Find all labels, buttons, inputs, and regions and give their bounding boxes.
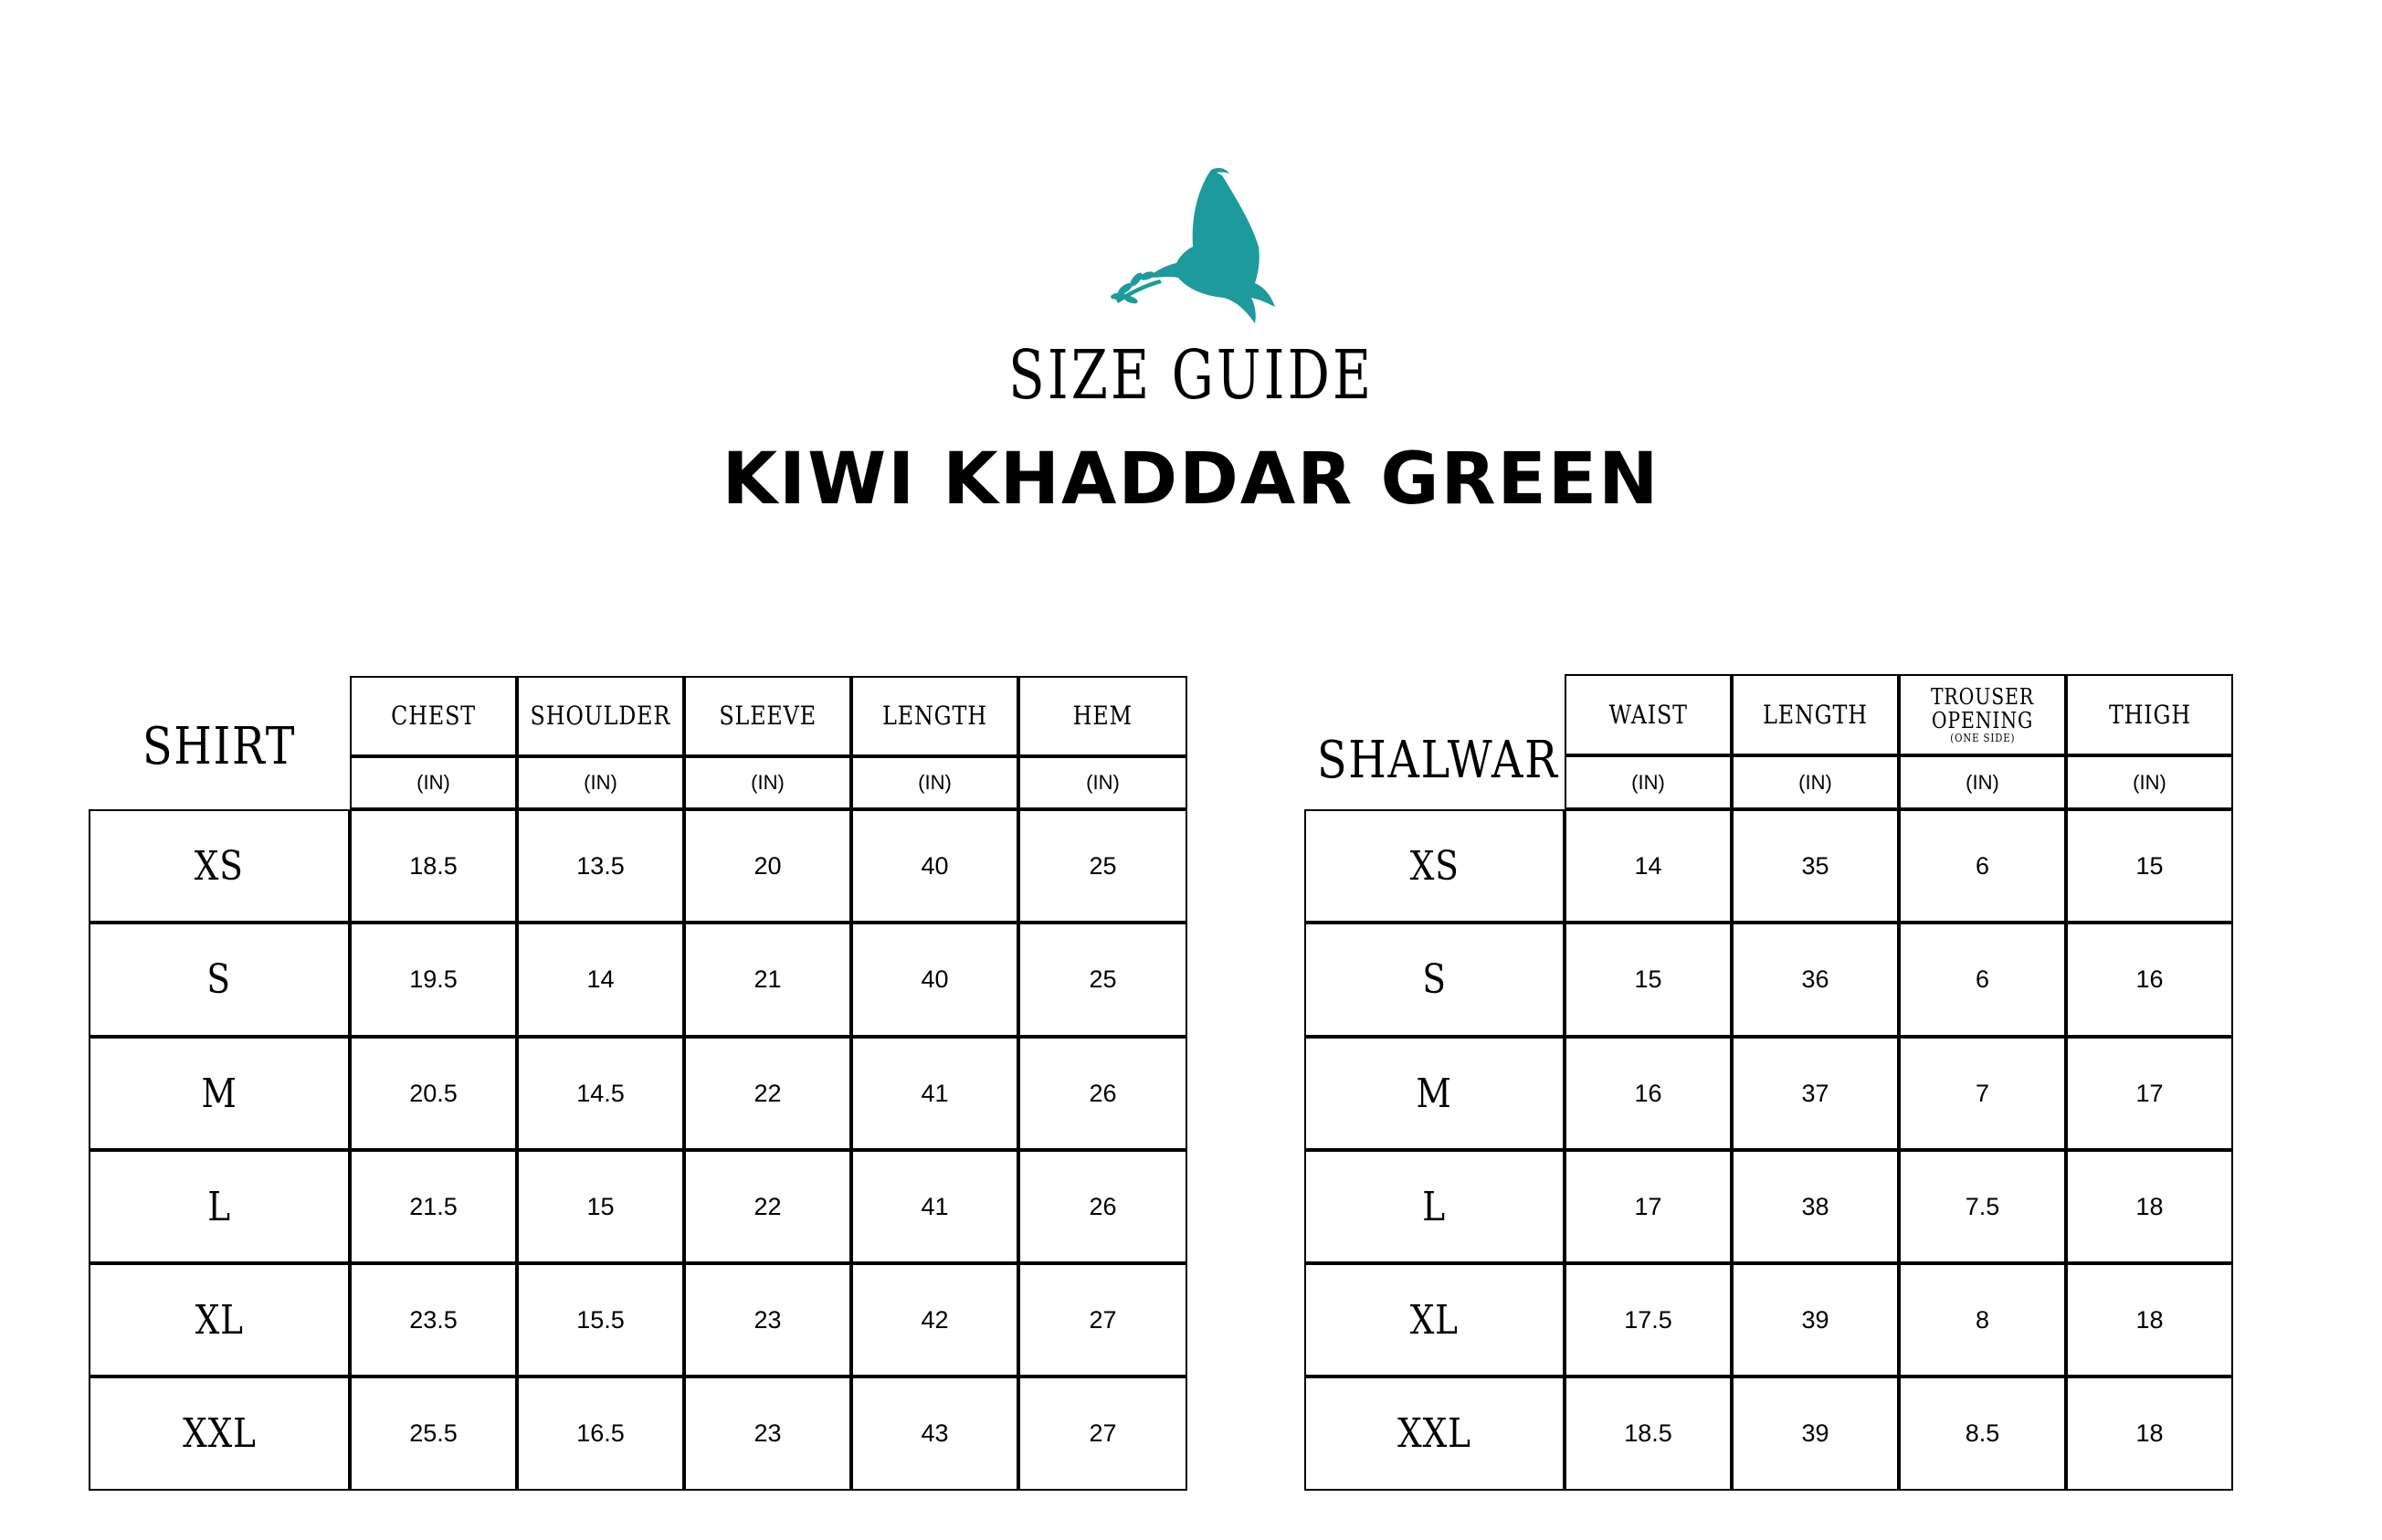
shirt-col-header-chest-text: CHEST [391,701,476,731]
shirt-size-xs [89,809,350,923]
shirt-size-m [89,1037,350,1150]
shirt-cell-text: 23 [754,1419,782,1447]
product-title: KIWI KHADDAR GREEN [722,438,1660,521]
shirt-col-header-length-text: LENGTH [882,701,987,731]
shalwar-cell [1732,1377,1899,1491]
shirt-cell-text: 18.5 [409,851,458,880]
shalwar-cell [1565,1037,1732,1150]
shalwar-col-unit-text: (IN) [1631,770,1665,794]
shalwar-cell [2066,1037,2233,1150]
shirt-cell [684,1377,851,1491]
shalwar-col-header-length-text: LENGTH [1763,699,1868,730]
shirt-cell [517,1377,684,1491]
shalwar-size-l-text: L [1422,1183,1447,1230]
shirt-cell [1018,1037,1187,1150]
shirt-cell [517,1263,684,1377]
shalwar-cell-text: 17 [2135,1079,2164,1107]
shirt-size-xxl [89,1377,350,1491]
shirt-cell [350,1263,517,1377]
shalwar-size-l [1304,1150,1565,1263]
shalwar-size-xs [1304,809,1565,923]
shalwar-cell [2066,1150,2233,1263]
shalwar-cell-text: 18 [2135,1419,2164,1447]
shirt-cell-text: 43 [921,1419,949,1447]
shalwar-cell [2066,1377,2233,1491]
shirt-col-header-shoulder-text: SHOULDER [530,701,671,731]
shirt-cell-text: 15 [586,1192,615,1220]
shirt-col-header-sleeve [684,676,851,756]
shalwar-cell [1565,809,1732,923]
shirt-col-header-sleeve-text: SLEEVE [719,701,817,731]
shirt-size-s-text: S [206,956,232,1003]
shalwar-cell [2066,809,2233,923]
shalwar-cell [1732,1150,1899,1263]
shalwar-cell [1899,809,2066,923]
shalwar-cell-text: 38 [1801,1192,1829,1220]
shirt-cell-text: 23.5 [409,1305,458,1334]
shirt-col-header-shoulder [517,676,684,756]
shirt-col-unit [851,756,1018,809]
shalwar-col-unit-text: (IN) [2133,770,2166,794]
shalwar-cell [1899,1377,2066,1491]
shirt-col-unit-text: (IN) [918,771,952,794]
shalwar-cell [1732,1263,1899,1377]
shirt-cell [517,809,684,923]
shirt-cell-text: 23 [754,1305,782,1334]
shalwar-cell-text: 15 [1634,965,1662,993]
shirt-cell [350,923,517,1037]
shirt-cell-text: 15.5 [576,1305,625,1334]
trouser-opening-note: (ONE SIDE) [1949,732,2016,744]
shalwar-cell [1565,923,1732,1037]
shalwar-col-unit [2066,755,2233,809]
shirt-col-header-hem-text: HEM [1072,701,1133,731]
shirt-cell-text: 27 [1089,1305,1117,1334]
shirt-size-xl-text: XL [195,1296,244,1344]
shirt-size-l-text: L [207,1183,231,1230]
shalwar-section-label: SHALWAR [1317,731,1559,790]
shalwar-cell [1899,1037,2066,1150]
shirt-cell [1018,923,1187,1037]
shirt-cell-text: 22 [754,1079,782,1107]
shalwar-cell-text: 15 [2135,851,2164,880]
shalwar-col-unit [1565,755,1732,809]
shalwar-cell-text: 37 [1801,1079,1829,1107]
shirt-cell [851,1037,1018,1150]
shalwar-cell-text: 39 [1801,1305,1829,1334]
shalwar-cell [2066,1263,2233,1377]
shirt-cell-text: 21 [754,965,782,993]
shirt-size-xxl-text: XXL [182,1410,257,1457]
shirt-cell-text: 42 [921,1305,949,1334]
shalwar-cell [1899,923,2066,1037]
shirt-cell-text: 41 [921,1192,949,1220]
shirt-cell [517,1037,684,1150]
shirt-cell-text: 26 [1089,1079,1117,1107]
shalwar-cell [1732,809,1899,923]
shalwar-col-header-thigh-text: THIGH [2108,699,2191,730]
shalwar-col-header-waist [1565,674,1732,755]
shalwar-cell [1899,1263,2066,1377]
shirt-cell-text: 26 [1089,1192,1117,1220]
shirt-cell-text: 25 [1089,965,1117,993]
shirt-cell [1018,809,1187,923]
shalwar-cell-text: 6 [1975,965,1990,993]
shalwar-cell-text: 8.5 [1965,1419,2000,1447]
shalwar-cell-text: 18.5 [1624,1419,1672,1447]
shirt-size-s [89,923,350,1037]
shalwar-size-s [1304,923,1565,1037]
shirt-cell [851,923,1018,1037]
shalwar-cell-text: 17.5 [1624,1305,1672,1334]
shalwar-size-xxl-text: XXL [1397,1410,1471,1457]
shirt-cell-text: 41 [921,1079,949,1107]
shirt-cell-text: 21.5 [409,1192,458,1220]
shalwar-col-unit [1899,755,2066,809]
shirt-cell-text: 20 [754,851,782,880]
shirt-cell [684,923,851,1037]
trouser-opening-line2: OPENING [1931,708,2034,733]
shalwar-size-m-text: M [1416,1070,1453,1117]
shirt-cell [517,923,684,1037]
shirt-cell [684,1037,851,1150]
shirt-col-unit-text: (IN) [416,771,450,794]
shirt-cell-text: 40 [921,965,949,993]
shalwar-col-unit-text: (IN) [1966,770,1999,794]
shalwar-cell-text: 8 [1975,1305,1990,1334]
shirt-cell-text: 40 [921,851,949,880]
shirt-cell [851,1150,1018,1263]
dove-with-olive-branch-icon [1103,163,1286,345]
shalwar-cell [1732,923,1899,1037]
shirt-cell [1018,1377,1187,1491]
trouser-opening-line1: TROUSER [1930,684,2035,710]
shirt-col-unit [517,756,684,809]
shirt-col-unit-text: (IN) [584,771,617,794]
shirt-cell-text: 27 [1089,1419,1117,1447]
shirt-cell [684,809,851,923]
shirt-cell [350,1377,517,1491]
shirt-cell-text: 14 [586,965,615,993]
shalwar-cell-text: 7 [1975,1079,1990,1107]
shalwar-cell-text: 6 [1975,851,1990,880]
shalwar-col-header-waist-text: WAIST [1608,699,1688,730]
shalwar-cell-text: 18 [2135,1192,2164,1220]
shirt-col-unit-text: (IN) [1086,771,1120,794]
shirt-col-header-length [851,676,1018,756]
shirt-col-header-hem [1018,676,1187,756]
shirt-cell-text: 25.5 [409,1419,458,1447]
shalwar-cell [1565,1377,1732,1491]
shirt-size-l [89,1150,350,1263]
shalwar-cell-text: 16 [1634,1079,1662,1107]
shalwar-col-unit [1732,755,1899,809]
shalwar-cell-text: 39 [1801,1419,1829,1447]
shirt-cell-text: 25 [1089,851,1117,880]
shirt-cell [517,1150,684,1263]
shirt-cell [851,809,1018,923]
shirt-col-unit [684,756,851,809]
shalwar-col-header-thigh [2066,674,2233,755]
shirt-cell [350,1150,517,1263]
shirt-cell [350,809,517,923]
shirt-col-unit-text: (IN) [751,771,785,794]
shirt-cell [851,1377,1018,1491]
shalwar-size-xl [1304,1263,1565,1377]
shirt-size-xs-text: XS [195,842,244,890]
shalwar-cell-text: 7.5 [1965,1192,2000,1220]
shalwar-cell [2066,923,2233,1037]
shalwar-cell-text: 14 [1634,851,1662,880]
shalwar-size-s-text: S [1422,956,1447,1003]
shalwar-size-xxl [1304,1377,1565,1491]
shalwar-size-xs-text: XS [1409,842,1460,890]
shalwar-cell-text: 18 [2135,1305,2164,1334]
shirt-cell [350,1037,517,1150]
shirt-cell [684,1150,851,1263]
shalwar-cell-text: 35 [1801,851,1829,880]
shirt-cell [1018,1150,1187,1263]
size-guide-title: SIZE GUIDE [1008,336,1375,415]
shalwar-size-m [1304,1037,1565,1150]
shirt-cell [851,1263,1018,1377]
shirt-size-m-text: M [201,1070,237,1117]
shirt-section-label: SHIRT [142,717,297,776]
shalwar-size-xl-text: XL [1409,1296,1460,1344]
shalwar-cell-text: 17 [1634,1192,1662,1220]
shirt-col-unit [1018,756,1187,809]
shirt-cell [1018,1263,1187,1377]
shalwar-col-header-trouser-opening [1899,674,2066,755]
shirt-col-unit [350,756,517,809]
shirt-col-header-chest [350,676,517,756]
shalwar-cell [1565,1150,1732,1263]
shalwar-cell [1899,1150,2066,1263]
shirt-cell-text: 22 [754,1192,782,1220]
shirt-size-xl [89,1263,350,1377]
shirt-cell-text: 13.5 [576,851,625,880]
shirt-cell-text: 19.5 [409,965,458,993]
shirt-cell [684,1263,851,1377]
shalwar-cell [1732,1037,1899,1150]
shalwar-cell [1565,1263,1732,1377]
shirt-cell-text: 20.5 [409,1079,458,1107]
shalwar-col-header-length [1732,674,1899,755]
shalwar-cell-text: 36 [1801,965,1829,993]
shirt-cell-text: 16.5 [576,1419,625,1447]
shirt-cell-text: 14.5 [576,1079,625,1107]
shalwar-cell-text: 16 [2135,965,2164,993]
shalwar-col-unit-text: (IN) [1798,770,1832,794]
